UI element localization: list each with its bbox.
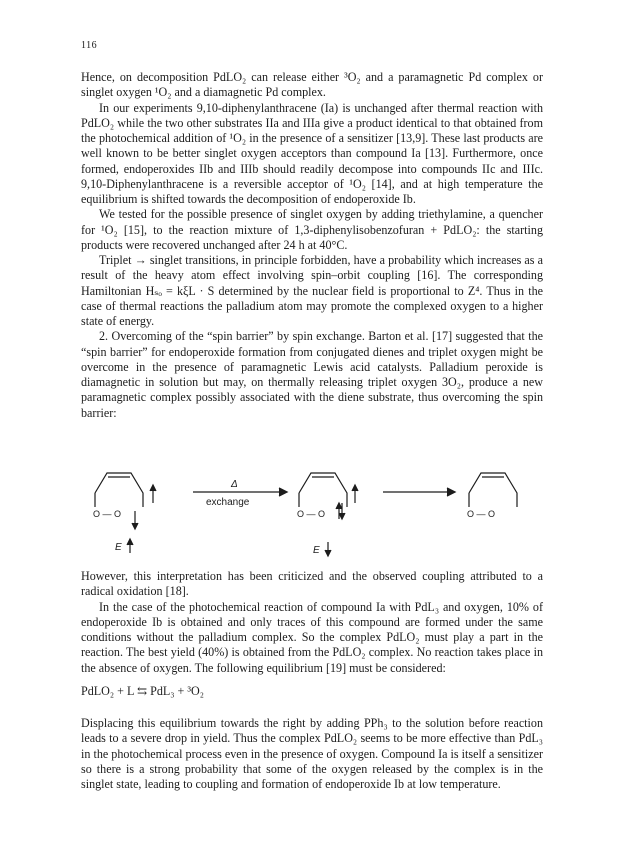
paragraph: However, this interpretation has been criticized and the observed coupling attributed to a radical oxidation [18]. [81,569,543,599]
e-label-right: E [313,545,320,556]
reaction-arrow-icon [383,488,455,496]
paragraph: 2. Overcoming of the “spin barrier” by spin exchange. Barton et al. [17] suggested that the “spin barrier” for endoperoxide formation from conjugated dienes and triplet oxygen might be overcome in the presence of paramagnetic Lewis acid catalysts. Palladium peroxide is diamagnetic in solution but may, on thermally releasing triplet oxygen 3O₂, produce a new paramagnetic complex possibly associated with the diene substrate, thus overcoming the spin barrier: [81,329,543,420]
ring-3-label: O — O [467,509,496,519]
page-number: 116 [81,40,98,51]
reaction-scheme-drawing [81,465,543,560]
endoperoxide-ring-3 [469,473,517,507]
endoperoxide-ring-1 [95,473,143,507]
ring-1-label: O — O [93,509,122,519]
paragraph: In our experiments 9,10-diphenylanthracene (Ia) is unchanged after thermal reaction with PdLO₂ while the two other substrates IIa and IIIa give a product identical to that obtained from the photochemical addition of ¹O₂ in the presence of a sensitizer [13,9]. These last products are well known to be better singlet oxygen acceptors than compound Ia [13]. Furthermore, once formed, endoperoxides IIb and IIIb should readily decompose into compounds IIc and IIIc. 9,10-Diphenylanthracene is a reversible acceptor of ¹O₂ [14], and at high temperature the equilibrium is shifted towards the decomposition of endoperoxide Ib. [81,100,543,206]
spin-pair-icon [336,503,345,519]
reaction-scheme [81,465,543,560]
paragraph: In the case of the photochemical reaction of compound Ia with PdL₃ and oxygen, 10% of endoperoxide Ib is obtained and only traces of this compound are formed under the same conditions without the palladium complex. So the complex PdLO₂ must play a part in the reaction. The best yield (40%) is obtained from the PdLO₂ complex. No reaction takes place in the absence of oxygen. The following equilibrium [19] must be considered: [81,599,543,675]
paragraph: We tested for the possible presence of singlet oxygen by adding triethylamine, a quencher for ¹O₂ [15], to the reaction mixture of 1,3-diphenylisobenzofuran + PdLO₂: the starting products were recovered unchanged after 24 h at 40°C. [81,207,543,252]
text-block-top [81,70,543,421]
paragraph: Hence, on decomposition PdLO₂ can release either ³O₂ and a paramagnetic Pd complex or singlet oxygen ¹O₂ and a diamagnetic Pd complex. [81,70,543,100]
spin-arrow-down-icon [132,511,138,529]
delta-label: Δ [231,479,238,490]
spin-arrow-down-icon [325,542,331,556]
spin-arrow-up-icon [127,539,133,553]
e-label-left: E [115,542,122,553]
text-block-bottom [81,716,543,792]
spin-arrow-up-icon [150,485,156,503]
ring-2-label: O — O [297,509,326,519]
equilibrium-equation: PdLO₂ + L ⇆ PdL₃ + ³O₂ [81,684,204,698]
text-block-middle [81,569,543,676]
endoperoxide-ring-2 [299,473,347,507]
paragraph: Triplet → singlet transitions, in principle forbidden, have a probability which increases as a result of the heavy atom effect involving spin–orbit coupling [16]. The corresponding Hamiltonian Hₛₒ = kξL · S determined by the nuclear field is proportional to Z⁴. Thus in the case of thermal reactions the palladium atom may promote the complexed oxygen to a higher state of energy. [81,253,543,328]
reaction-arrow-icon [193,488,287,496]
spin-arrow-up-icon [352,485,358,503]
exchange-label: exchange [206,497,250,508]
paragraph: Displacing this equilibrium towards the right by adding PPh₃ to the solution before reaction leads to a severe drop in yield. Thus the complex PdLO₂ seems to be more effective than PdL₃ in the photochemical process even in the presence of oxygen. Compound Ia is itself a sensitizer so there is a strong probability that some of the oxygen released by the complex is in the singlet state, leading to coupling and formation of endoperoxide Ib at low temperature. [81,716,543,791]
